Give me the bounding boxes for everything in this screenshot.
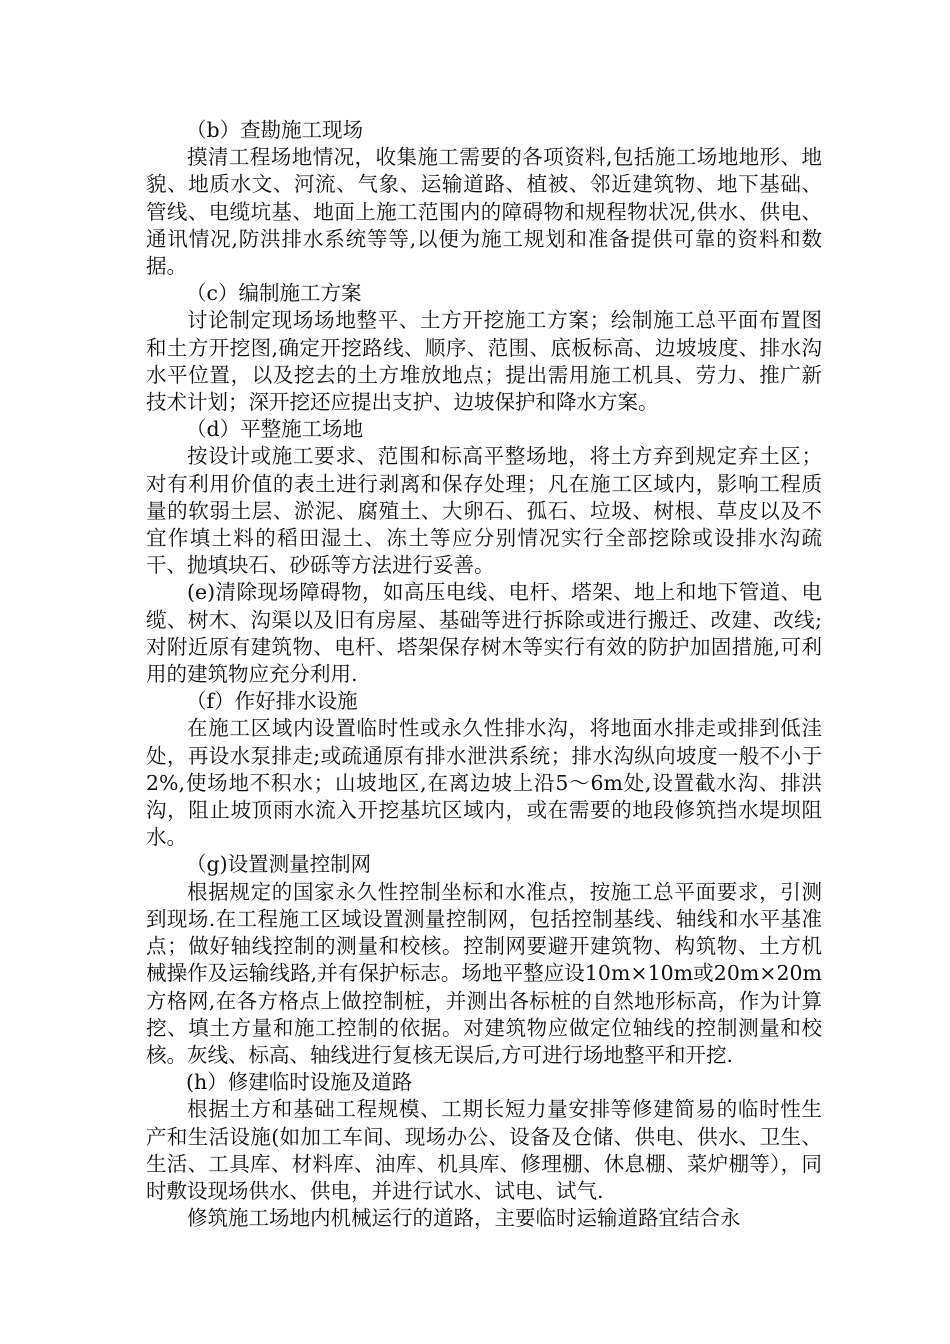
section-heading-f: （f）作好排水设施 [186,689,358,714]
paragraph: 摸清工程场地情况，收集施工需要的各项资料,包括施工场地地形、地貌、地质水文、河流、气象、运输道路、植被、邻近建筑物、地下基础、管线、电缆坑基、地面上施工范围内的障碍物和规程物状况,供水、供电、通讯情况,防洪排水系统等等,以便为施工规划和准备提供可靠的资料和数据。 [146,145,822,279]
paragraph: 讨论制定现场场地整平、土方开挖施工方案；绘制施工总平面布置图和土方开挖图,确定开挖路线、顺序、范围、底板标高、边坡坡度、排水沟水平位置，以及挖去的土方堆放地点；提出需用施工机具、劳力、推广新技术计划；深开挖还应提出支护、边坡保护和降水方案。 [146,308,822,415]
section-heading-c: （c）编制施工方案 [186,281,362,306]
section-heading-b: （b）查勘施工现场 [186,118,364,142]
paragraph: 在施工区域内设置临时性或永久性排水沟，将地面水排走或排到低洼处，再设水泵排走;或疏通原有排水泄洪系统；排水沟纵向坡度一般不小于2%,使场地不积水；山坡地区,在离边坡上沿5～6m处,设置截水沟、排洪沟，阻止坡顶雨水流入开挖基坑区域内，或在需要的地段修筑挡水堤坝阻水。 [146,716,822,850]
document-page [146,117,822,1232]
paragraph: 修筑施工场地内机械运行的道路，主要临时运输道路宜结合永 [187,1206,741,1231]
paragraph: (e)清除现场障碍物，如高压电线、电杆、塔架、地上和地下管道、电缆、树木、沟渠以及旧有房屋、基础等进行拆除或进行搬迁、改建、改线;对附近原有建筑物、电杆、塔架保存树木等实行有效的防护加固措施,可利用的建筑物应充分利用. [146,580,822,687]
section-heading-d: （d）平整施工场地 [186,417,364,442]
paragraph: 按设计或施工要求、范围和标高平整场地，将土方弃到规定弃土区；对有利用价值的表土进行剥离和保存处理；凡在施工区域内，影响工程质量的软弱土层、淤泥、腐殖土、大卵石、孤石、垃圾、树根、草皮以及不宜作填土料的稻田湿土、冻土等应分别情况实行全部挖除或设排水沟疏干、抛填块石、砂砾等方法进行妥善。 [146,444,822,578]
paragraph: 根据土方和基础工程规模、工期长短力量安排等修建简易的临时性生产和生活设施(如加工车间、现场办公、设备及仓储、供电、供水、卫生、生活、工具库、材料库、油库、机具库、修理棚、休息棚、菜炉棚等），同时敷设现场供水、供电，并进行试水、试电、试气. [146,1097,822,1203]
section-heading-g: （g)设置测量控制网 [186,852,372,877]
section-heading-h: (h）修建临时设施及道路 [186,1070,413,1095]
paragraph: 根据规定的国家永久性控制坐标和水准点，按施工总平面要求，引测到现场.在工程施工区域设置测量控制网，包括控制基线、轴线和水平基准点；做好轴线控制的测量和校核。控制网要避开建筑物、构筑物、土方机械操作及运输线路,并有保护标志。场地平整应设10m×10m或20m×20m方格网,在各方格点上做控制桩，并测出各标桩的自然地形标高，作为计算挖、填土方量和施工控制的依据。对建筑物应做定位轴线的控制测量和校核。灰线、标高、轴线进行复核无误后,方可进行场地整平和开挖. [146,879,822,1067]
